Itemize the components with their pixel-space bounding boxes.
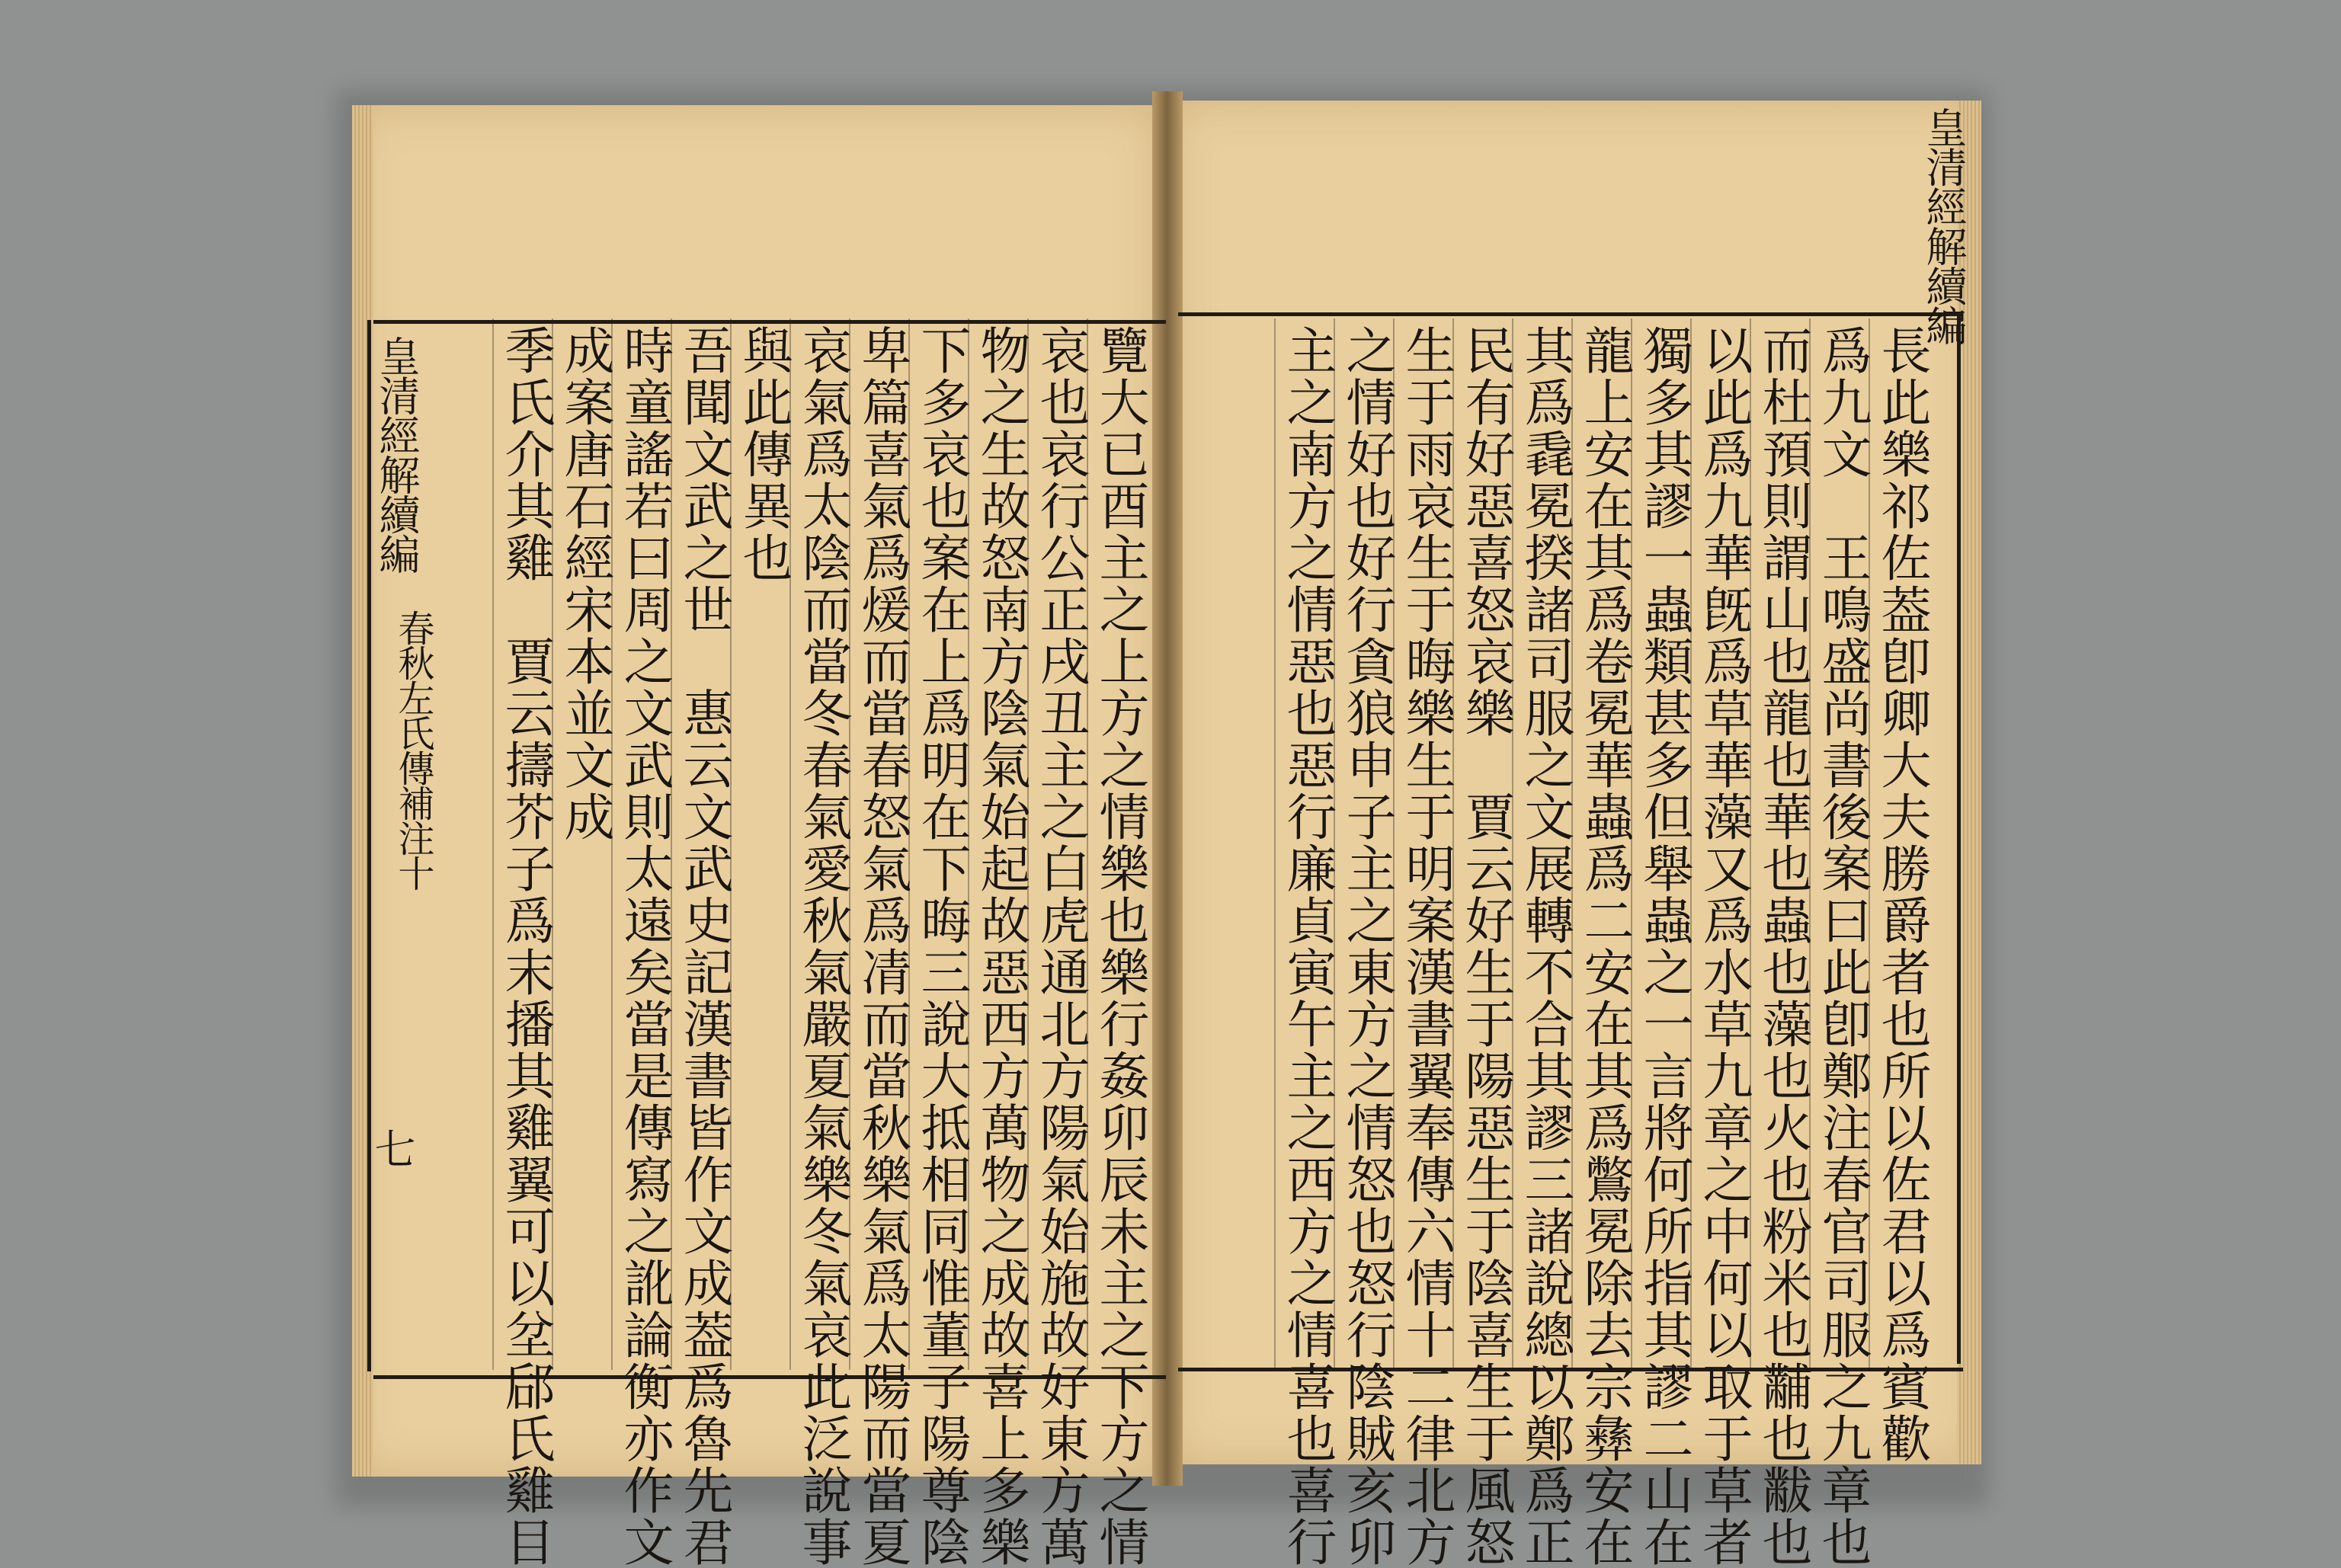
left-column-11: 季氏介其雞 賈云擣芥子爲末播其雞翼可以坌郈氏雞目 <box>496 325 555 1568</box>
left-column-8: 吾聞文武之世 惠云文武史記漢書皆作文成葢爲魯先君 <box>674 325 733 1568</box>
right-column-8: 民有好惡喜怒哀樂 賈云好生于陽惡生于陰喜生于風怒 <box>1456 325 1515 1568</box>
right-column-5: 獨多其謬一蟲類甚多但舉蟲之一言將何所指其謬二山在 <box>1635 325 1693 1568</box>
left-column-1: 覽大已酉主之上方之情樂也樂行姦卯辰未主之下方之情 <box>1090 325 1149 1568</box>
right-column-10: 之情好也好行貪狼申子主之東方之情怒也怒行陰賊亥卯 <box>1337 325 1396 1568</box>
left-chapter-title: 春秋左氏傳補注十 <box>392 610 434 890</box>
left-column-2: 哀也哀行公正戌丑主之白虎通北方陽氣始施故好東方萬 <box>1031 325 1090 1568</box>
left-column-5: 卑篇喜氣爲煖而當春怒氣爲凊而當秋樂氣爲太陽而當夏 <box>853 325 911 1568</box>
left-column-4: 下多哀也案在上爲明在下晦三說大抵相同惟董子陽尊陰 <box>912 325 971 1568</box>
right-column-6: 龍上安在其爲卷冕華蟲爲二安在其爲鷩冕除去宗彝安在 <box>1575 325 1634 1568</box>
right-running-title: 皇清經解續編 <box>1920 107 1968 344</box>
right-column-2: 爲九文 王鳴盛尚書後案曰此卽鄭注春官司服之九章也 <box>1813 325 1872 1568</box>
left-column-rule <box>492 318 494 1370</box>
right-column-9: 生于雨哀生于晦樂生于明案漢書翼奉傳六情十二律北方 <box>1397 325 1456 1568</box>
left-column-9: 時童謠若曰周之文武則太遠矣當是傳寫之訛論衡亦作文 <box>615 325 674 1568</box>
left-column-6: 哀氣爲太陰而當冬春氣愛秋氣嚴夏氣樂冬氣哀此泛說事 <box>793 325 852 1568</box>
left-running-title: 皇清經解續編 <box>373 335 421 573</box>
right-column-3: 而杜預則謂山也龍也華也蟲也藻也火也粉米也黼也黻也 <box>1753 325 1812 1568</box>
left-column-10: 成案唐石經宋本並文成 <box>556 325 614 843</box>
right-column-rule <box>1274 318 1276 1370</box>
left-page-number: 七 <box>368 1128 416 1167</box>
left-column-7: 與此傳異也 <box>734 325 793 584</box>
right-column-7: 其爲毳冕揆諸司服之文展轉不合其謬三諸說總以鄭爲正 <box>1516 325 1574 1568</box>
right-column-4: 以此爲九華旣爲草華藻又爲水草九章之中何以取于草者 <box>1694 325 1753 1568</box>
right-column-11: 主之南方之情惡也惡行廉貞寅午主之西方之情喜也喜行 <box>1278 325 1337 1568</box>
left-column-3: 物之生故怒南方陰氣始起故惡西方萬物之成故喜上多樂 <box>972 325 1030 1568</box>
right-column-1: 長此樂祁佐葢卽卿大夫勝爵者也所以佐君以爲賓歡 <box>1872 325 1931 1464</box>
right-outer-rule <box>1957 312 1961 1364</box>
